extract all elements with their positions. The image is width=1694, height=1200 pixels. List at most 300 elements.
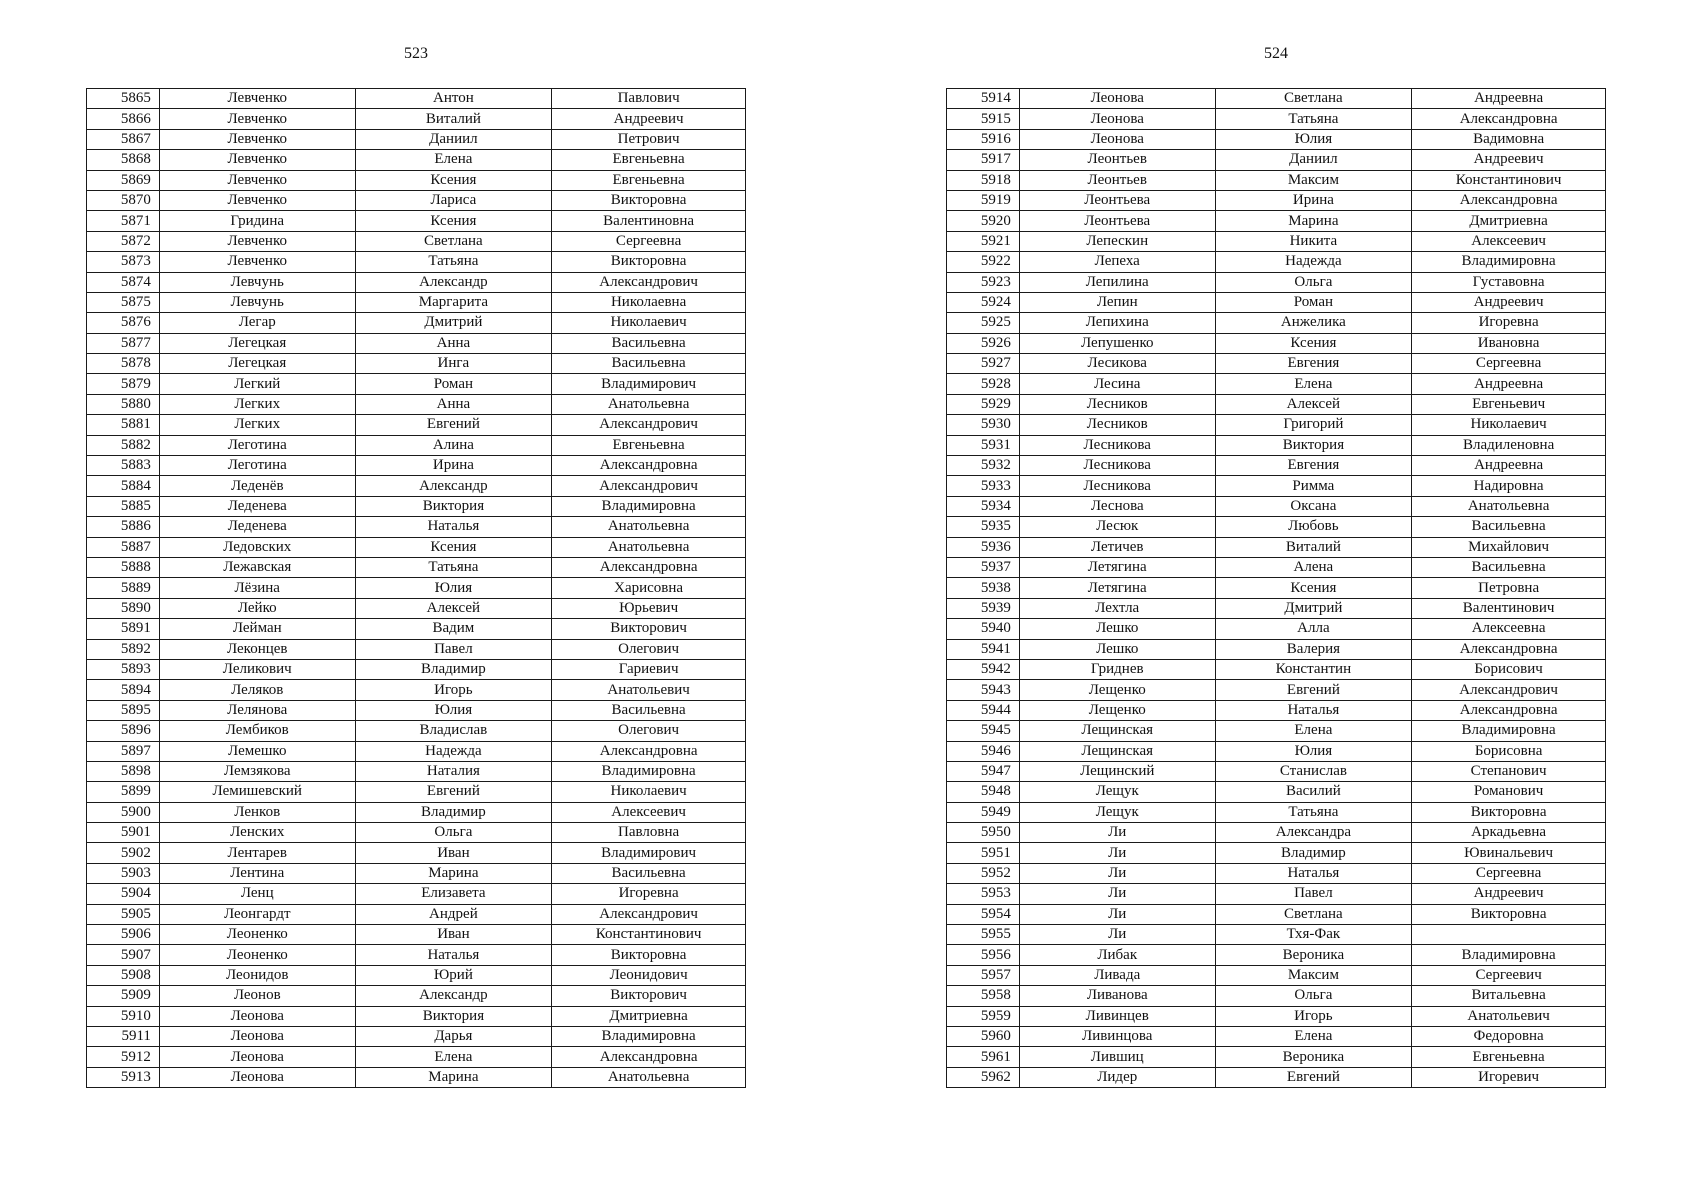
row-number-cell: 5888 bbox=[87, 557, 160, 577]
surname-cell: Лещенко bbox=[1019, 700, 1215, 720]
table-row bbox=[947, 292, 1606, 312]
row-number-cell: 5944 bbox=[947, 700, 1020, 720]
table-row bbox=[947, 925, 1606, 945]
table-row bbox=[947, 965, 1606, 985]
surname-cell: Лейко bbox=[159, 598, 355, 618]
patronymic-cell: Викторовна bbox=[552, 945, 746, 965]
row-number-cell: 5868 bbox=[87, 150, 160, 170]
surname-cell: Лещинская bbox=[1019, 741, 1215, 761]
row-number-cell: 5911 bbox=[87, 1026, 160, 1046]
row-number-cell: 5936 bbox=[947, 537, 1020, 557]
row-number-cell: 5908 bbox=[87, 965, 160, 985]
patronymic-cell: Александрович bbox=[1412, 680, 1606, 700]
table-row bbox=[947, 211, 1606, 231]
table-row bbox=[947, 435, 1606, 455]
table-row bbox=[87, 1006, 746, 1026]
first-name-cell: Ксения bbox=[1215, 333, 1412, 353]
table-row bbox=[947, 700, 1606, 720]
patronymic-cell: Андреевич bbox=[1412, 150, 1606, 170]
surname-cell: Лепин bbox=[1019, 292, 1215, 312]
patronymic-cell: Константинович bbox=[1412, 170, 1606, 190]
patronymic-cell: Александровна bbox=[1412, 190, 1606, 210]
first-name-cell: Игорь bbox=[355, 680, 552, 700]
surname-cell: Лесникова bbox=[1019, 476, 1215, 496]
row-number-cell: 5873 bbox=[87, 252, 160, 272]
row-number-cell: 5899 bbox=[87, 782, 160, 802]
patronymic-cell: Анатольевич bbox=[552, 680, 746, 700]
first-name-cell: Лариса bbox=[355, 190, 552, 210]
row-number-cell: 5875 bbox=[87, 292, 160, 312]
surname-cell: Леонова bbox=[159, 1006, 355, 1026]
surname-cell: Лентарев bbox=[159, 843, 355, 863]
patronymic-cell: Александрович bbox=[552, 476, 746, 496]
roster-table bbox=[86, 88, 746, 1088]
table-row bbox=[87, 823, 746, 843]
surname-cell: Леонтьев bbox=[1019, 170, 1215, 190]
table-row bbox=[947, 415, 1606, 435]
patronymic-cell: Валентинович bbox=[1412, 598, 1606, 618]
surname-cell: Лесикова bbox=[1019, 354, 1215, 374]
first-name-cell: Оксана bbox=[1215, 496, 1412, 516]
patronymic-cell: Витальевна bbox=[1412, 986, 1606, 1006]
surname-cell: Лешко bbox=[1019, 639, 1215, 659]
patronymic-cell: Константинович bbox=[552, 925, 746, 945]
surname-cell: Левченко bbox=[159, 150, 355, 170]
surname-cell: Лепихина bbox=[1019, 313, 1215, 333]
table-row bbox=[947, 190, 1606, 210]
surname-cell: Леонова bbox=[1019, 89, 1215, 109]
first-name-cell: Татьяна bbox=[1215, 109, 1412, 129]
row-number-cell: 5869 bbox=[87, 170, 160, 190]
table-row bbox=[947, 517, 1606, 537]
surname-cell: Легкий bbox=[159, 374, 355, 394]
patronymic-cell: Владимировна bbox=[552, 1026, 746, 1046]
table-row bbox=[947, 782, 1606, 802]
patronymic-cell: Андреевич bbox=[1412, 292, 1606, 312]
first-name-cell: Наталья bbox=[355, 517, 552, 537]
row-number-cell: 5870 bbox=[87, 190, 160, 210]
surname-cell: Ли bbox=[1019, 904, 1215, 924]
patronymic-cell bbox=[1412, 925, 1606, 945]
first-name-cell: Павел bbox=[1215, 884, 1412, 904]
first-name-cell: Светлана bbox=[1215, 89, 1412, 109]
patronymic-cell: Леонидович bbox=[552, 965, 746, 985]
first-name-cell: Ольга bbox=[1215, 272, 1412, 292]
patronymic-cell: Павлович bbox=[552, 89, 746, 109]
row-number-cell: 5960 bbox=[947, 1026, 1020, 1046]
first-name-cell: Роман bbox=[355, 374, 552, 394]
first-name-cell: Ольга bbox=[1215, 986, 1412, 1006]
first-name-cell: Анна bbox=[355, 333, 552, 353]
table-row bbox=[87, 517, 746, 537]
patronymic-cell: Аркадьевна bbox=[1412, 823, 1606, 843]
table-row bbox=[947, 598, 1606, 618]
table-row bbox=[87, 476, 746, 496]
surname-cell: Летичев bbox=[1019, 537, 1215, 557]
table-row bbox=[87, 700, 746, 720]
first-name-cell: Станислав bbox=[1215, 761, 1412, 781]
table-row bbox=[87, 129, 746, 149]
row-number-cell: 5912 bbox=[87, 1047, 160, 1067]
patronymic-cell: Андреевич bbox=[552, 109, 746, 129]
patronymic-cell: Владимировна bbox=[1412, 721, 1606, 741]
table-row bbox=[87, 721, 746, 741]
table-row bbox=[947, 557, 1606, 577]
patronymic-cell: Евгеньевна bbox=[1412, 1047, 1606, 1067]
row-number-cell: 5921 bbox=[947, 231, 1020, 251]
table-row bbox=[87, 354, 746, 374]
table-row bbox=[87, 843, 746, 863]
table-row bbox=[947, 884, 1606, 904]
row-number-cell: 5895 bbox=[87, 700, 160, 720]
row-number-cell: 5958 bbox=[947, 986, 1020, 1006]
first-name-cell: Елизавета bbox=[355, 884, 552, 904]
patronymic-cell: Николаевич bbox=[552, 782, 746, 802]
table-row bbox=[947, 823, 1606, 843]
surname-cell: Левченко bbox=[159, 252, 355, 272]
row-number-cell: 5943 bbox=[947, 680, 1020, 700]
patronymic-cell: Густавовна bbox=[1412, 272, 1606, 292]
patronymic-cell: Анатольевна bbox=[552, 537, 746, 557]
patronymic-cell: Евгеньевна bbox=[552, 435, 746, 455]
surname-cell: Лепеха bbox=[1019, 252, 1215, 272]
first-name-cell: Андрей bbox=[355, 904, 552, 924]
surname-cell: Лесников bbox=[1019, 415, 1215, 435]
table-row bbox=[87, 659, 746, 679]
surname-cell: Легких bbox=[159, 394, 355, 414]
surname-cell: Ливинцев bbox=[1019, 1006, 1215, 1026]
surname-cell: Легецкая bbox=[159, 354, 355, 374]
surname-cell: Лежавская bbox=[159, 557, 355, 577]
first-name-cell: Антон bbox=[355, 89, 552, 109]
patronymic-cell: Степанович bbox=[1412, 761, 1606, 781]
patronymic-cell: Игоревна bbox=[552, 884, 746, 904]
row-number-cell: 5928 bbox=[947, 374, 1020, 394]
surname-cell: Лещинский bbox=[1019, 761, 1215, 781]
row-number-cell: 5886 bbox=[87, 517, 160, 537]
table-row bbox=[947, 456, 1606, 476]
patronymic-cell: Владимировна bbox=[552, 761, 746, 781]
row-number-cell: 5933 bbox=[947, 476, 1020, 496]
row-number-cell: 5880 bbox=[87, 394, 160, 414]
row-number-cell: 5953 bbox=[947, 884, 1020, 904]
row-number-cell: 5948 bbox=[947, 782, 1020, 802]
row-number-cell: 5961 bbox=[947, 1047, 1020, 1067]
table-row bbox=[87, 374, 746, 394]
first-name-cell: Алексей bbox=[355, 598, 552, 618]
table-row bbox=[947, 170, 1606, 190]
first-name-cell: Вероника bbox=[1215, 945, 1412, 965]
first-name-cell: Марина bbox=[1215, 211, 1412, 231]
table-row bbox=[87, 884, 746, 904]
first-name-cell: Алена bbox=[1215, 557, 1412, 577]
page-number: 524 bbox=[1264, 45, 1288, 62]
row-number-cell: 5906 bbox=[87, 925, 160, 945]
first-name-cell: Тхя-Фак bbox=[1215, 925, 1412, 945]
surname-cell: Левченко bbox=[159, 190, 355, 210]
patronymic-cell: Викторовна bbox=[552, 252, 746, 272]
patronymic-cell: Васильевна bbox=[552, 700, 746, 720]
row-number-cell: 5924 bbox=[947, 292, 1020, 312]
row-number-cell: 5915 bbox=[947, 109, 1020, 129]
row-number-cell: 5865 bbox=[87, 89, 160, 109]
surname-cell: Леонтьев bbox=[1019, 150, 1215, 170]
row-number-cell: 5881 bbox=[87, 415, 160, 435]
first-name-cell: Любовь bbox=[1215, 517, 1412, 537]
surname-cell: Летягина bbox=[1019, 557, 1215, 577]
surname-cell: Леготина bbox=[159, 435, 355, 455]
row-number-cell: 5923 bbox=[947, 272, 1020, 292]
patronymic-cell: Владимировна bbox=[1412, 945, 1606, 965]
table-row bbox=[947, 619, 1606, 639]
table-row bbox=[947, 1026, 1606, 1046]
surname-cell: Лесина bbox=[1019, 374, 1215, 394]
row-number-cell: 5879 bbox=[87, 374, 160, 394]
first-name-cell: Виктория bbox=[355, 1006, 552, 1026]
table-row bbox=[87, 945, 746, 965]
surname-cell: Ленских bbox=[159, 823, 355, 843]
table-row bbox=[947, 374, 1606, 394]
patronymic-cell: Ювинальевич bbox=[1412, 843, 1606, 863]
table-row bbox=[87, 782, 746, 802]
first-name-cell: Иван bbox=[355, 843, 552, 863]
row-number-cell: 5878 bbox=[87, 354, 160, 374]
surname-cell: Ленков bbox=[159, 802, 355, 822]
patronymic-cell: Сергеевич bbox=[1412, 965, 1606, 985]
row-number-cell: 5932 bbox=[947, 456, 1020, 476]
patronymic-cell: Сергеевна bbox=[1412, 354, 1606, 374]
first-name-cell: Наталия bbox=[355, 761, 552, 781]
table-row bbox=[87, 904, 746, 924]
first-name-cell: Вадим bbox=[355, 619, 552, 639]
surname-cell: Леонова bbox=[159, 1026, 355, 1046]
row-number-cell: 5934 bbox=[947, 496, 1020, 516]
patronymic-cell: Александрович bbox=[552, 415, 746, 435]
first-name-cell: Евгения bbox=[1215, 456, 1412, 476]
table-row bbox=[87, 1067, 746, 1087]
first-name-cell: Дмитрий bbox=[355, 313, 552, 333]
first-name-cell: Иван bbox=[355, 925, 552, 945]
surname-cell: Лидер bbox=[1019, 1067, 1215, 1087]
table-row bbox=[947, 680, 1606, 700]
first-name-cell: Владимир bbox=[355, 802, 552, 822]
row-number-cell: 5885 bbox=[87, 496, 160, 516]
first-name-cell: Ксения bbox=[355, 211, 552, 231]
patronymic-cell: Александровна bbox=[552, 456, 746, 476]
table-row bbox=[947, 639, 1606, 659]
row-number-cell: 5914 bbox=[947, 89, 1020, 109]
surname-cell: Леликович bbox=[159, 659, 355, 679]
surname-cell: Лепескин bbox=[1019, 231, 1215, 251]
surname-cell: Лепилина bbox=[1019, 272, 1215, 292]
row-number-cell: 5942 bbox=[947, 659, 1020, 679]
first-name-cell: Ксения bbox=[355, 537, 552, 557]
first-name-cell: Евгений bbox=[1215, 1067, 1412, 1087]
surname-cell: Лешко bbox=[1019, 619, 1215, 639]
table-row bbox=[87, 496, 746, 516]
patronymic-cell: Владимировна bbox=[1412, 252, 1606, 272]
roster-table bbox=[946, 88, 1606, 1088]
row-number-cell: 5956 bbox=[947, 945, 1020, 965]
surname-cell: Леляков bbox=[159, 680, 355, 700]
first-name-cell: Ирина bbox=[1215, 190, 1412, 210]
surname-cell: Леоненко bbox=[159, 925, 355, 945]
row-number-cell: 5874 bbox=[87, 272, 160, 292]
surname-cell: Леденева bbox=[159, 517, 355, 537]
patronymic-cell: Борисовна bbox=[1412, 741, 1606, 761]
patronymic-cell: Олегович bbox=[552, 639, 746, 659]
table-row bbox=[87, 109, 746, 129]
first-name-cell: Павел bbox=[355, 639, 552, 659]
surname-cell: Лепушенко bbox=[1019, 333, 1215, 353]
row-number-cell: 5901 bbox=[87, 823, 160, 843]
table-row bbox=[87, 986, 746, 1006]
row-number-cell: 5909 bbox=[87, 986, 160, 1006]
first-name-cell: Вероника bbox=[1215, 1047, 1412, 1067]
first-name-cell: Евгения bbox=[1215, 354, 1412, 374]
row-number-cell: 5907 bbox=[87, 945, 160, 965]
row-number-cell: 5940 bbox=[947, 619, 1020, 639]
surname-cell: Леконцев bbox=[159, 639, 355, 659]
first-name-cell: Ксения bbox=[1215, 578, 1412, 598]
first-name-cell: Марина bbox=[355, 863, 552, 883]
table-row bbox=[87, 761, 746, 781]
surname-cell: Летягина bbox=[1019, 578, 1215, 598]
patronymic-cell: Владимирович bbox=[552, 374, 746, 394]
surname-cell: Лесников bbox=[1019, 394, 1215, 414]
table-row bbox=[87, 680, 746, 700]
row-number-cell: 5905 bbox=[87, 904, 160, 924]
row-number-cell: 5898 bbox=[87, 761, 160, 781]
surname-cell: Лесникова bbox=[1019, 435, 1215, 455]
surname-cell: Лесюк bbox=[1019, 517, 1215, 537]
table-row bbox=[947, 741, 1606, 761]
table-row bbox=[87, 557, 746, 577]
surname-cell: Лемзякова bbox=[159, 761, 355, 781]
row-number-cell: 5889 bbox=[87, 578, 160, 598]
patronymic-cell: Васильевна bbox=[552, 354, 746, 374]
row-number-cell: 5945 bbox=[947, 721, 1020, 741]
row-number-cell: 5903 bbox=[87, 863, 160, 883]
row-number-cell: 5920 bbox=[947, 211, 1020, 231]
first-name-cell: Елена bbox=[1215, 721, 1412, 741]
surname-cell: Леденева bbox=[159, 496, 355, 516]
table-row bbox=[947, 1067, 1606, 1087]
first-name-cell: Надежда bbox=[1215, 252, 1412, 272]
table-row bbox=[87, 578, 746, 598]
surname-cell: Леонтьева bbox=[1019, 211, 1215, 231]
row-number-cell: 5917 bbox=[947, 150, 1020, 170]
surname-cell: Ли bbox=[1019, 823, 1215, 843]
first-name-cell: Виталий bbox=[1215, 537, 1412, 557]
table-row bbox=[947, 761, 1606, 781]
table-row bbox=[87, 170, 746, 190]
table-row bbox=[87, 190, 746, 210]
table-row bbox=[947, 252, 1606, 272]
surname-cell: Леонтьева bbox=[1019, 190, 1215, 210]
surname-cell: Леонгардт bbox=[159, 904, 355, 924]
first-name-cell: Инга bbox=[355, 354, 552, 374]
row-number-cell: 5904 bbox=[87, 884, 160, 904]
first-name-cell: Александра bbox=[1215, 823, 1412, 843]
first-name-cell: Юрий bbox=[355, 965, 552, 985]
first-name-cell: Елена bbox=[355, 150, 552, 170]
table-row bbox=[947, 109, 1606, 129]
surname-cell: Легар bbox=[159, 313, 355, 333]
table-row bbox=[947, 1047, 1606, 1067]
surname-cell: Ливанова bbox=[1019, 986, 1215, 1006]
surname-cell: Легецкая bbox=[159, 333, 355, 353]
table-row bbox=[947, 659, 1606, 679]
row-number-cell: 5902 bbox=[87, 843, 160, 863]
first-name-cell: Роман bbox=[1215, 292, 1412, 312]
first-name-cell: Наталья bbox=[1215, 700, 1412, 720]
first-name-cell: Елена bbox=[1215, 374, 1412, 394]
first-name-cell: Даниил bbox=[355, 129, 552, 149]
row-number-cell: 5950 bbox=[947, 823, 1020, 843]
patronymic-cell: Гариевич bbox=[552, 659, 746, 679]
first-name-cell: Елена bbox=[355, 1047, 552, 1067]
patronymic-cell: Андреевич bbox=[1412, 884, 1606, 904]
first-name-cell: Даниил bbox=[1215, 150, 1412, 170]
table-row bbox=[947, 333, 1606, 353]
surname-cell: Леонова bbox=[159, 1067, 355, 1087]
surname-cell: Леонова bbox=[1019, 109, 1215, 129]
table-row bbox=[947, 129, 1606, 149]
patronymic-cell: Викторович bbox=[552, 619, 746, 639]
table-row bbox=[947, 578, 1606, 598]
patronymic-cell: Ивановна bbox=[1412, 333, 1606, 353]
table-row bbox=[87, 435, 746, 455]
row-number-cell: 5894 bbox=[87, 680, 160, 700]
table-row bbox=[947, 272, 1606, 292]
first-name-cell: Елена bbox=[1215, 1026, 1412, 1046]
surname-cell: Левченко bbox=[159, 231, 355, 251]
first-name-cell: Константин bbox=[1215, 659, 1412, 679]
row-number-cell: 5929 bbox=[947, 394, 1020, 414]
surname-cell: Ли bbox=[1019, 884, 1215, 904]
surname-cell: Гридина bbox=[159, 211, 355, 231]
patronymic-cell: Николаевна bbox=[552, 292, 746, 312]
table-row bbox=[87, 292, 746, 312]
row-number-cell: 5926 bbox=[947, 333, 1020, 353]
row-number-cell: 5959 bbox=[947, 1006, 1020, 1026]
first-name-cell: Виктория bbox=[1215, 435, 1412, 455]
table-row bbox=[947, 537, 1606, 557]
table-row bbox=[947, 904, 1606, 924]
patronymic-cell: Владимирович bbox=[552, 843, 746, 863]
table-row bbox=[87, 252, 746, 272]
surname-cell: Лемешко bbox=[159, 741, 355, 761]
first-name-cell: Дарья bbox=[355, 1026, 552, 1046]
patronymic-cell: Александрович bbox=[552, 272, 746, 292]
surname-cell: Леонидов bbox=[159, 965, 355, 985]
surname-cell: Лейман bbox=[159, 619, 355, 639]
patronymic-cell: Александровна bbox=[552, 1047, 746, 1067]
first-name-cell: Дмитрий bbox=[1215, 598, 1412, 618]
table-row bbox=[947, 1006, 1606, 1026]
first-name-cell: Виктория bbox=[355, 496, 552, 516]
row-number-cell: 5927 bbox=[947, 354, 1020, 374]
patronymic-cell: Андреевна bbox=[1412, 456, 1606, 476]
patronymic-cell: Александровна bbox=[552, 557, 746, 577]
row-number-cell: 5910 bbox=[87, 1006, 160, 1026]
first-name-cell: Римма bbox=[1215, 476, 1412, 496]
patronymic-cell: Михайлович bbox=[1412, 537, 1606, 557]
patronymic-cell: Петрович bbox=[552, 129, 746, 149]
row-number-cell: 5947 bbox=[947, 761, 1020, 781]
patronymic-cell: Васильевна bbox=[1412, 557, 1606, 577]
